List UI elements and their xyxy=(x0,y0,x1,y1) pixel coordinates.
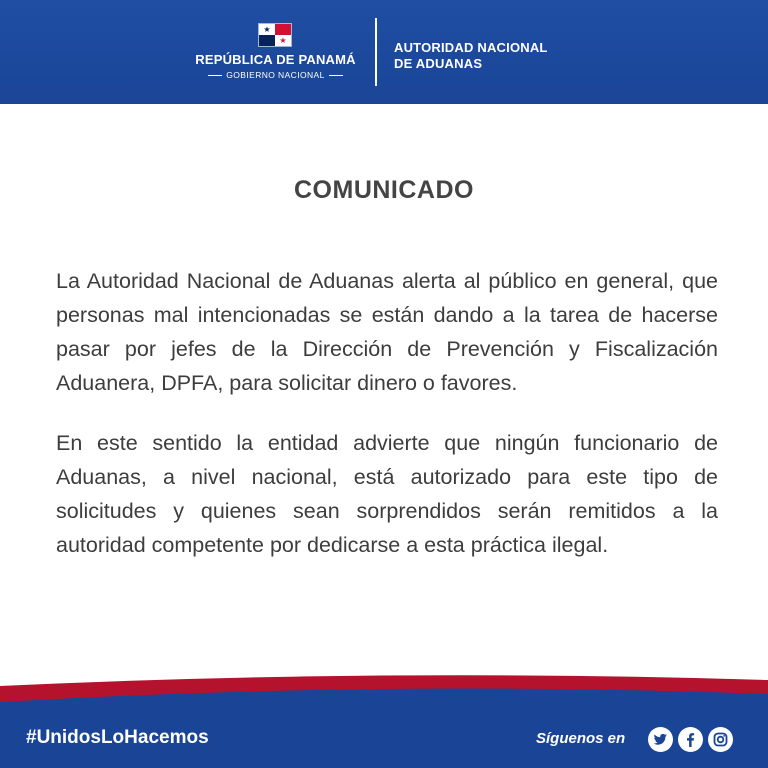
header-banner xyxy=(0,0,768,104)
footer-banner xyxy=(0,668,768,768)
facebook-icon[interactable] xyxy=(678,727,703,752)
header-divider xyxy=(375,18,377,86)
agency-name-line1: AUTORIDAD NACIONAL xyxy=(394,40,548,55)
page-title: COMUNICADO xyxy=(294,176,474,204)
republic-subtitle-text: GOBIERNO NACIONAL xyxy=(226,70,325,80)
paragraph-1: La Autoridad Nacional de Aduanas alerta al público en general, que personas mal intencionadas se están dando a la tarea de hacerse pasar por jefes de la Dirección de Prevención y Fiscalización Aduanera, DPFA, para solicitar dinero o favores. xyxy=(56,269,718,395)
agency-name-line2: DE ADUANAS xyxy=(394,56,483,71)
republic-title: REPÚBLICA DE PANAMÁ xyxy=(195,52,356,67)
panama-flag-icon: ★ ★ xyxy=(259,24,291,46)
hashtag: #UnidosLoHacemos xyxy=(26,727,209,748)
paragraph-2: En este sentido la entidad advierte que ningún funcionario de Aduanas, a nivel nacional, está autorizado para este tipo de solicitudes y quienes sean sorprendidos serán remitidos a la autoridad competente por dedicarse a esta práctica ilegal. xyxy=(56,431,718,557)
twitter-icon[interactable] xyxy=(648,727,673,752)
instagram-icon[interactable] xyxy=(708,727,733,752)
agency-name xyxy=(394,40,594,72)
republic-subtitle xyxy=(188,70,363,80)
follow-label: Síguenos en xyxy=(536,730,626,747)
